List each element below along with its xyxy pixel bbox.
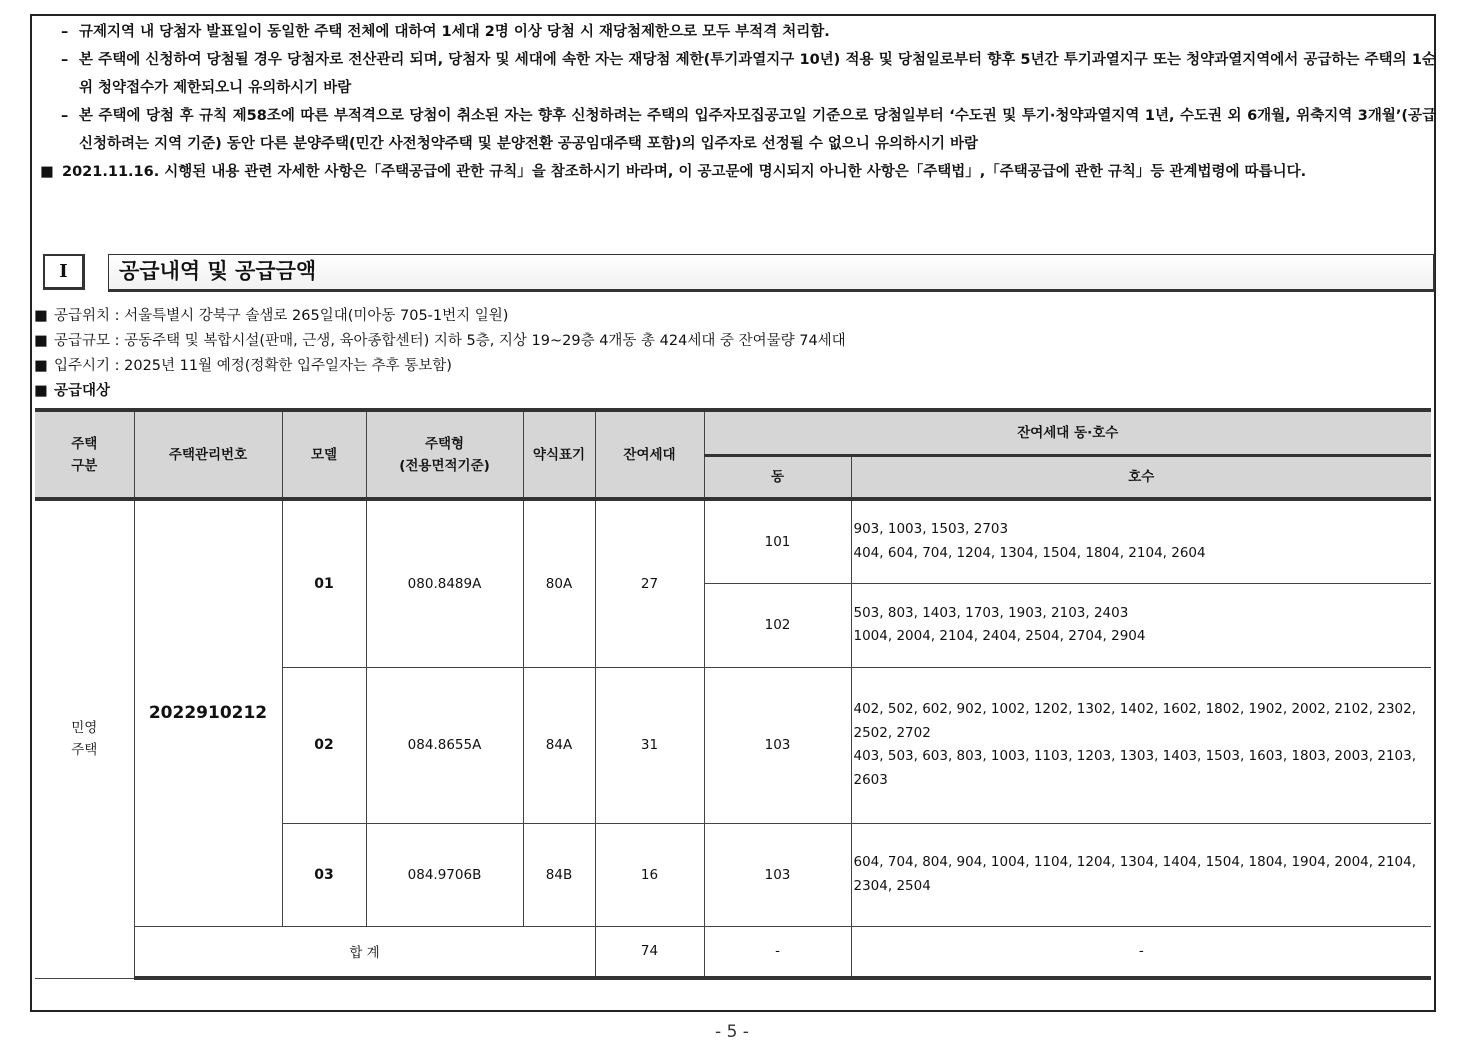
count-cell: 16 [595,823,704,926]
note-text-2: 본 주택에 신청하여 당첨될 경우 당첨자로 전산관리 되며, 당첨자 및 세대에 속한 자는 재당첨 제한(투기과열지구 10년) 적용 및 당첨일로부터 향후 5년간 투기과열지구 또는 청약과열지역에서 공급하는 주택의 1순위 청약접수가 제한되오니 유의하시기 바람 [79,52,1436,96]
section-number: I [43,254,85,290]
ho-cell: 503, 803, 1403, 1703, 1903, 2103, 2403 1004, 2004, 2104, 2404, 2504, 2704, 2904 [851,583,1431,667]
category-cell: 민영 주택 [35,499,134,978]
header-model: 모델 [282,410,366,499]
total-label: 합 계 [134,926,595,978]
header-housing-type: 주택형 (전용면적기준) [366,410,523,499]
note-text-1: 규제지역 내 당첨자 발표일이 동일한 주택 전체에 대하여 1세대 2명 이상 당첨 시 재당첨제한으로 모두 부적격 처리함. [79,24,830,40]
abbr-cell: 80A [523,499,595,667]
square-bullet-icon: ■ [34,383,48,399]
header-mgmt-no: 주택관리번호 [134,410,282,499]
note-text-4: 2021.11.16. 시행된 내용 관련 자세한 사항은「주택공급에 관한 규칙」을 참조하시기 바라며, 이 공고문에 명시되지 아니한 사항은「주택법」,「주택공급에 관한 규칙」등 관계법령에 따릅니다. [62,164,1307,180]
dong-cell: 101 [704,499,851,583]
dong-cell: 103 [704,823,851,926]
abbr-cell: 84B [523,823,595,926]
model-cell: 03 [282,823,366,926]
header-type: 주택 구분 [35,410,134,499]
info-target: ■ 공급대상 [34,383,111,399]
dong-cell: 102 [704,583,851,667]
note-item: – 본 주택에 신청하여 당첨될 경우 당첨자로 전산관리 되며, 당첨자 및 세대에 속한 자는 재당첨 제한(투기과열지구 10년) 적용 및 당첨일로부터 향후 5년간 투기과열지구 또는 청약과열지역에서 공급하는 주택의 1순위 청약접수가 제한되오니 유의하시기 바람 [61,52,1436,96]
mgmt-no-cell: 2022910212 [134,499,282,926]
square-bullet-icon: ■ [34,308,48,324]
header-dong: 동 [704,455,851,499]
section-title: 공급내역 및 공급금액 [108,254,1435,292]
square-bullet-icon: ■ [34,333,48,349]
count-cell: 27 [595,499,704,667]
housing-cell: 080.8489A [366,499,523,667]
table-row [35,499,1431,583]
ho-cell: 903, 1003, 1503, 2703 404, 604, 704, 1204, 1304, 1504, 1804, 2104, 2604 [851,499,1431,583]
square-bullet-icon: ■ [34,358,48,374]
header-abbr: 약식표기 [523,410,595,499]
info-scale: ■ 공급규모 : 공동주택 및 복합시설(판매, 근생, 육아종합센터) 지하 5층, 지상 19~29층 4개동 총 424세대 중 잔여물량 74세대 [34,333,846,349]
total-ho: - [851,926,1431,978]
model-cell: 02 [282,667,366,823]
header-remaining-units: 잔여세대 동·호수 [704,410,1431,455]
square-bullet-icon: ■ [40,164,54,180]
note-item [36,158,1436,186]
header-ho: 호수 [851,455,1431,499]
note-item: – 본 주택에 당첨 후 규칙 제58조에 따른 부적격으로 당첨이 취소된 자는 향후 신청하려는 주택의 입주자모집공고일 기준으로 당첨일부터 ‘수도권 및 투기·청약과열지역 1년, 수도권 외 6개월, 위축지역 3개월’(공급신청하려는 지역 기준) 동안 다른 분양주택(민간 사전청약주택 및 분양전환 공공임대주택 포함)의 입주자로 선정될 수 없으니 유의하시기 바람 [61,108,1436,152]
housing-cell: 084.9706B [366,823,523,926]
model-cell: 01 [282,499,366,667]
ho-cell: 604, 704, 804, 904, 1004, 1104, 1204, 1304, 1404, 1504, 1804, 1904, 2004, 2104, 2304, 2504 [851,823,1431,926]
supply-table [35,408,1431,980]
dong-cell: 103 [704,667,851,823]
page-number: - 5 - [715,1022,749,1042]
note-item: – 규제지역 내 당첨자 발표일이 동일한 주택 전체에 대하여 1세대 2명 이상 당첨 시 재당첨제한으로 모두 부적격 처리함. [61,24,830,40]
count-cell: 31 [595,667,704,823]
abbr-cell: 84A [523,667,595,823]
info-location: ■ 공급위치 : 서울특별시 강북구 솔샘로 265일대(미아동 705-1번지 일원) [34,308,509,324]
header-remaining: 잔여세대 [595,410,704,499]
housing-cell: 084.8655A [366,667,523,823]
note-text-3: 본 주택에 당첨 후 규칙 제58조에 따른 부적격으로 당첨이 취소된 자는 향후 신청하려는 주택의 입주자모집공고일 기준으로 당첨일부터 ‘수도권 및 투기·청약과열지역 1년, 수도권 외 6개월, 위축지역 3개월’(공급신청하려는 지역 기준) 동안 다른 분양주택(민간 사전청약주택 및 분양전환 공공임대주택 포함)의 입주자로 선정될 수 없으니 유의하시기 바람 [79,108,1436,152]
ho-cell: 402, 502, 602, 902, 1002, 1202, 1302, 1402, 1602, 1802, 1902, 2002, 2102, 2302, 2502, 2702 403, 503, 603, 803, 1003, 1103, 1203, 1303, 1403, 1503, 1603, 1803, 2003, 2103, 2603 [851,667,1431,823]
notice-notes [36,18,1436,186]
total-dong: - [704,926,851,978]
total-row [35,926,1431,978]
total-count: 74 [595,926,704,978]
info-move-in: ■ 입주시기 : 2025년 11월 예정(정확한 입주일자는 추후 통보함) [34,358,452,374]
